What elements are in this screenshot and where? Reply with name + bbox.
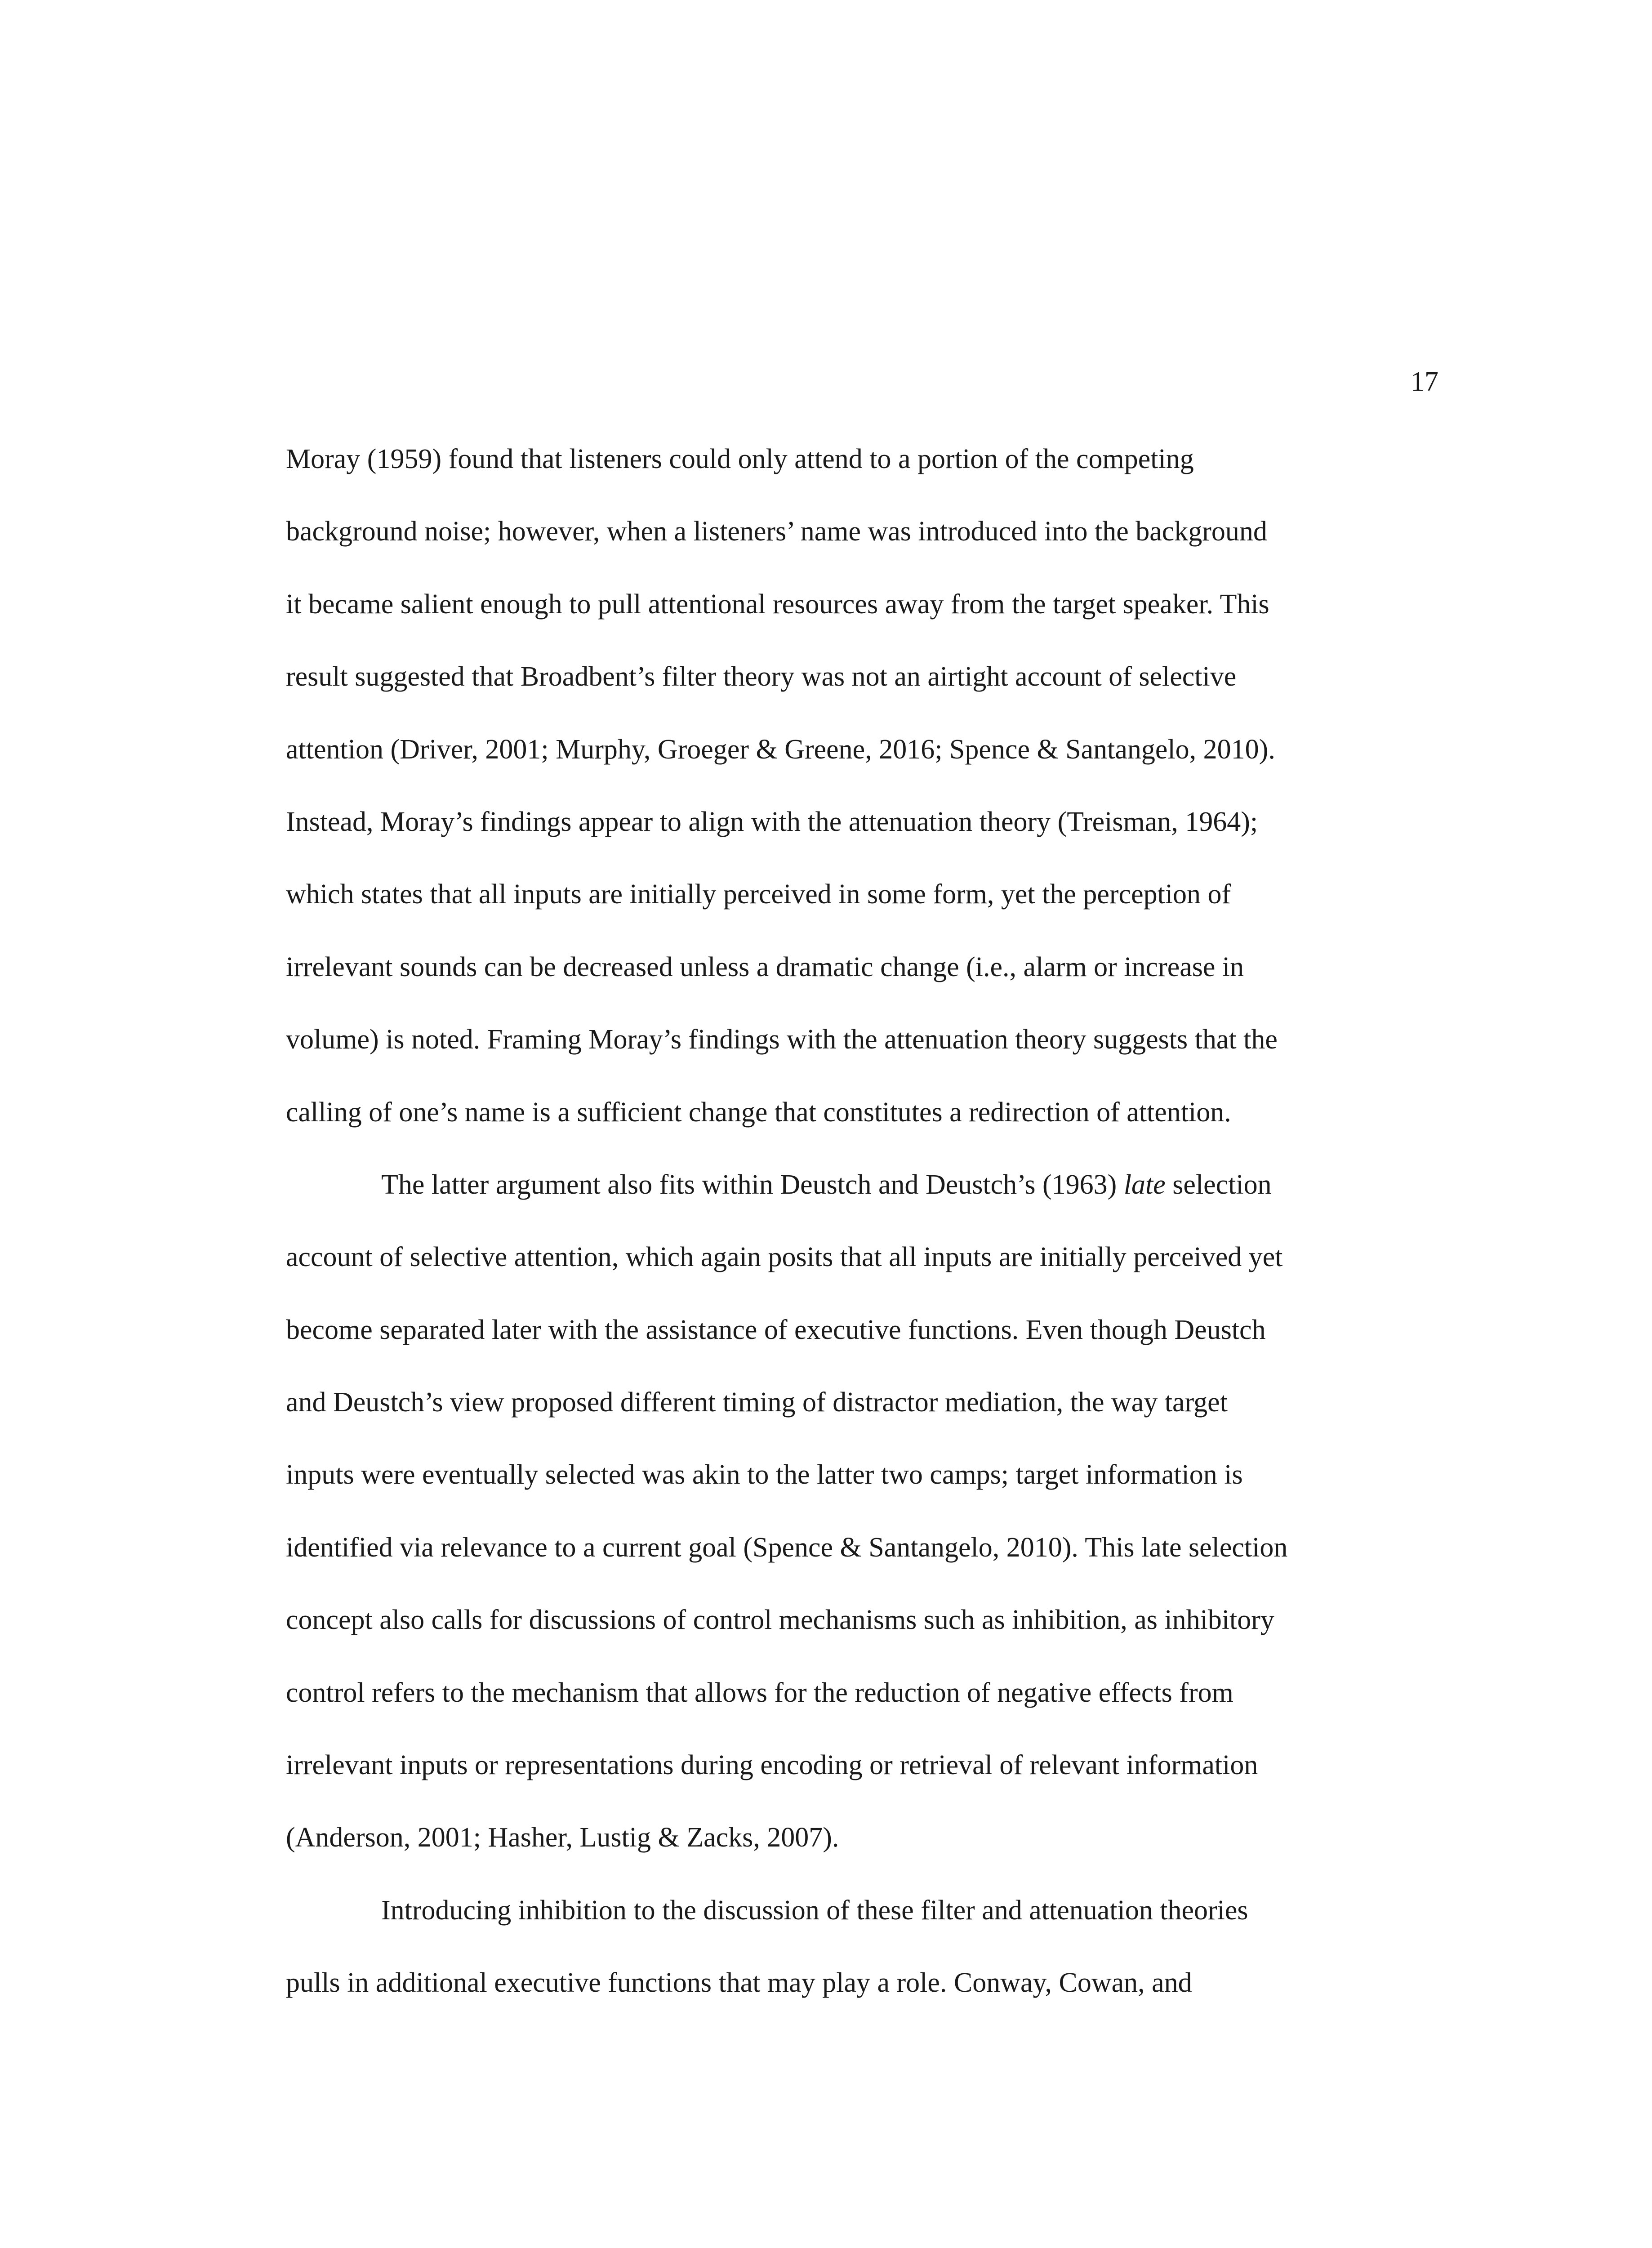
text-line: concept also calls for discussions of control mechanisms such as inhibition, as inhibitory (286, 1605, 1274, 1636)
text-line: identified via relevance to a current goal (Spence & Santangelo, 2010). This late selection (286, 1532, 1288, 1563)
text-line: calling of one’s name is a sufficient change that constitutes a redirection of attention. (286, 1097, 1231, 1128)
text-line: attention (Driver, 2001; Murphy, Groeger & Greene, 2016; Spence & Santangelo, 2010). (286, 734, 1275, 765)
text-line: irrelevant inputs or representations during encoding or retrieval of relevant information (286, 1750, 1258, 1781)
text-line: it became salient enough to pull attentional resources away from the target speaker. This (286, 589, 1269, 620)
text-line: volume) is noted. Framing Moray’s findings with the attenuation theory suggests that the (286, 1024, 1278, 1055)
text-line: inputs were eventually selected was akin to the latter two camps; target information is (286, 1459, 1243, 1490)
text-line: result suggested that Broadbent’s filter theory was not an airtight account of selective (286, 661, 1237, 692)
text-line: (Anderson, 2001; Hasher, Lustig & Zacks, 2007). (286, 1822, 839, 1853)
text-line: Moray (1959) found that listeners could only attend to a portion of the competing (286, 444, 1194, 474)
text-line: account of selective attention, which again posits that all inputs are initially perceived yet (286, 1242, 1283, 1273)
italic-term-late: late (1123, 1169, 1166, 1200)
text-line: Instead, Moray’s findings appear to align with the attenuation theory (Treisman, 1964); (286, 806, 1258, 837)
text-line: which states that all inputs are initially perceived in some form, yet the perception of (286, 879, 1231, 910)
text-line: pulls in additional executive functions that may play a role. Conway, Cowan, and (286, 1967, 1192, 1998)
text-run: selection (1165, 1169, 1272, 1200)
page-number: 17 (1411, 366, 1438, 397)
text-line: and Deustch’s view proposed different timing of distractor mediation, the way target (286, 1387, 1228, 1418)
text-line: control refers to the mechanism that allows for the reduction of negative effects from (286, 1677, 1233, 1708)
text-line: irrelevant sounds can be decreased unless a dramatic change (i.e., alarm or increase in (286, 951, 1244, 982)
paragraph-start-line: Introducing inhibition to the discussion of these filter and attenuation theories (381, 1895, 1248, 1926)
body-text (286, 443, 1446, 2039)
paragraph-start-line (286, 1169, 1446, 1241)
text-line: background noise; however, when a listeners’ name was introduced into the background (286, 516, 1267, 547)
text-line: become separated later with the assistance of executive functions. Even though Deustch (286, 1314, 1266, 1345)
text-run: The latter argument also fits within Deustch and Deustch’s (1963) (381, 1169, 1124, 1200)
